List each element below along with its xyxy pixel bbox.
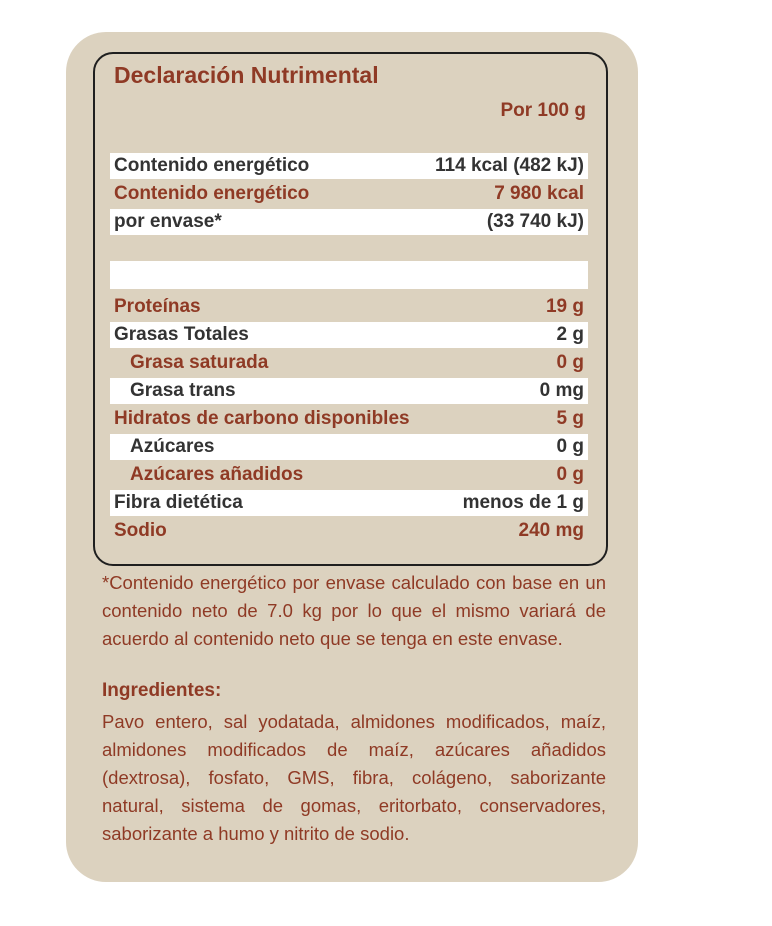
row-value: 2 g (556, 324, 584, 345)
row-label: Azúcares (130, 436, 215, 457)
nutrition-row-fiber (110, 490, 588, 516)
row-label: Azúcares añadidos (130, 464, 304, 485)
nutrition-row-energy-package (110, 181, 588, 207)
row-label: Grasas Totales (114, 324, 249, 345)
row-label: Grasa saturada (130, 352, 269, 373)
nutrition-row-saturated-fat (110, 350, 588, 376)
nutrition-title: Declaración Nutrimental (114, 62, 379, 88)
nutrition-row-per-package (110, 209, 588, 235)
row-value: 0 g (556, 436, 584, 457)
row-label: Contenido energético (114, 183, 310, 204)
per-100g-header: Por 100 g (500, 100, 586, 121)
nutrition-row-energy (110, 153, 588, 179)
row-label: Contenido energético (114, 155, 310, 176)
row-value: (33 740 kJ) (486, 211, 584, 232)
energy-footnote: *Contenido energético por envase calculado con base en un contenido neto de 7.0 kg por lo que el mismo variará de acuerdo al contenido neto que se tenga en este envase. (102, 572, 606, 649)
nutrition-row-total-fat (110, 322, 588, 348)
nutrition-row-sugars (110, 434, 588, 460)
row-value: menos de 1 g (462, 492, 584, 513)
row-value: 19 g (545, 296, 584, 317)
ingredients-text: Pavo entero, sal yodatada, almidones modificados, maíz, almidones modificados de maíz, azúcares añadidos (dextrosa), fosfato, GMS, fibra, colágeno, saborizante natural, sistema de gomas, eritorbato, conservadores, saborizante a humo y nitrito de sodio. (102, 711, 606, 844)
row-value: 5 g (556, 408, 584, 429)
row-label: por envase* (114, 211, 222, 232)
row-value: 0 mg (539, 380, 584, 401)
row-value: 240 mg (518, 520, 584, 541)
row-label: Proteínas (114, 296, 201, 317)
row-value: 7 980 kcal (494, 183, 584, 204)
nutrition-row-blank (110, 261, 588, 289)
nutrition-row-protein (110, 294, 588, 320)
row-label: Grasa trans (130, 380, 236, 401)
nutrition-row-sodium (110, 518, 588, 544)
nutrition-row-carbohydrates (110, 406, 588, 432)
row-label: Hidratos de carbono disponibles (114, 408, 410, 429)
ingredients-title: Ingredientes: (102, 680, 222, 701)
row-label: Fibra dietética (114, 492, 243, 513)
row-value: 0 g (556, 464, 584, 485)
row-value: 0 g (556, 352, 584, 373)
nutrition-row-trans-fat (110, 378, 588, 404)
row-label: Sodio (114, 520, 167, 541)
nutrition-row-added-sugars (110, 462, 588, 488)
row-value: 114 kcal (482 kJ) (435, 155, 584, 176)
